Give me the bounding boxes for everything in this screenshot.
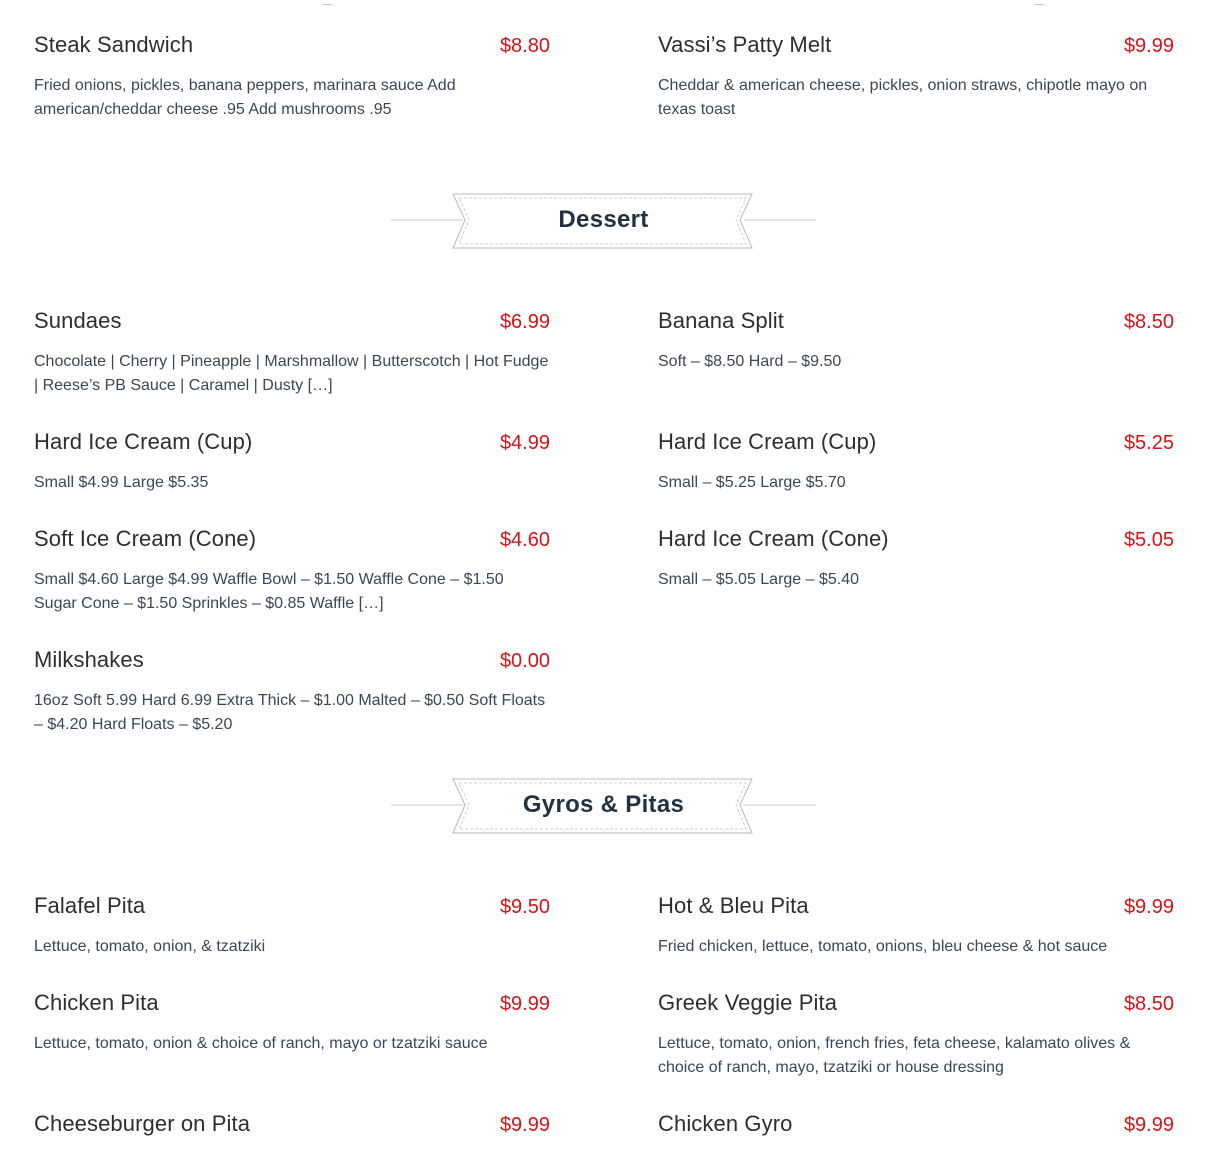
item-name: Milkshakes bbox=[34, 647, 144, 672]
menu-item-hard-ice-cream-cup[interactable] bbox=[658, 429, 1174, 495]
menu-item-steak-sandwich[interactable] bbox=[34, 32, 550, 122]
menu-item-hard-ice-cream-cone[interactable] bbox=[658, 526, 1174, 592]
item-price: $9.99 bbox=[1123, 896, 1174, 918]
item-description: Small – $5.05 Large – $5.40 bbox=[658, 571, 860, 588]
item-price: $8.50 bbox=[1123, 993, 1174, 1015]
item-price: $9.99 bbox=[1123, 1114, 1174, 1136]
menu-item-falafel-pita[interactable] bbox=[34, 893, 550, 959]
item-description: Small $4.60 Large $4.99 Waffle Bowl – $1.50 Waffle Cone – $1.50 Sugar Cone – $1.50 Sprinkles – $0.85 Waffle […] bbox=[34, 571, 504, 612]
item-price: $5.25 bbox=[1123, 432, 1174, 454]
menu-item-chicken-gyro[interactable] bbox=[658, 1111, 1174, 1141]
menu-item-soft-ice-cream-cone[interactable] bbox=[34, 526, 550, 616]
item-name: Hard Ice Cream (Cup) bbox=[34, 429, 253, 454]
item-price: $9.50 bbox=[499, 896, 550, 918]
item-name: Hard Ice Cream (Cone) bbox=[658, 526, 889, 551]
item-name: Hot & Bleu Pita bbox=[658, 893, 809, 918]
item-name: Steak Sandwich bbox=[34, 32, 194, 57]
item-price: $9.99 bbox=[499, 993, 550, 1015]
item-price: $9.99 bbox=[1123, 35, 1174, 57]
menu-item-cheeseburger-on-pita[interactable] bbox=[34, 1111, 550, 1141]
section-title: Dessert bbox=[558, 206, 649, 233]
menu-item-milkshakes[interactable] bbox=[34, 647, 550, 737]
item-name: Chicken Gyro bbox=[658, 1111, 793, 1136]
item-name: Hard Ice Cream (Cup) bbox=[658, 429, 877, 454]
item-price: $4.60 bbox=[499, 529, 550, 551]
previous-section-ornament bbox=[1034, 0, 1044, 5]
item-price: $9.99 bbox=[499, 1114, 550, 1136]
item-name: Chicken Pita bbox=[34, 990, 159, 1015]
section-banner-gyros-pitas bbox=[391, 778, 816, 834]
menu-item-chicken-pita[interactable] bbox=[34, 990, 550, 1056]
item-description: Small $4.99 Large $5.35 bbox=[34, 474, 209, 491]
item-description: Soft – $8.50 Hard – $9.50 bbox=[658, 353, 842, 370]
section-banner-dessert bbox=[391, 193, 816, 249]
item-description: Fried onions, pickles, banana peppers, marinara sauce Add american/cheddar cheese .95 Add mushrooms .95 bbox=[34, 77, 456, 118]
menu-item-banana-split[interactable] bbox=[658, 308, 1174, 374]
item-name: Sundaes bbox=[34, 308, 122, 333]
item-description: Lettuce, tomato, onion, french fries, feta cheese, kalamato olives & choice of ranch, mayo, tzatziki or house dressing bbox=[658, 1035, 1131, 1076]
item-price: $0.00 bbox=[499, 650, 550, 672]
item-price: $8.80 bbox=[499, 35, 550, 57]
item-name: Greek Veggie Pita bbox=[658, 990, 838, 1015]
item-name: Cheeseburger on Pita bbox=[34, 1111, 251, 1136]
item-price: $5.05 bbox=[1123, 529, 1174, 551]
item-description: Cheddar & american cheese, pickles, onion straws, chipotle mayo on texas toast bbox=[658, 77, 1148, 118]
item-description: Chocolate | Cherry | Pineapple | Marshmallow | Butterscotch | Hot Fudge | Reese’s PB Sauce | Caramel | Dusty […] bbox=[34, 353, 549, 394]
previous-section-ornament bbox=[322, 0, 332, 5]
item-name: Vassi’s Patty Melt bbox=[658, 32, 832, 57]
item-name: Banana Split bbox=[658, 308, 784, 333]
menu-item-sundaes[interactable] bbox=[34, 308, 550, 398]
menu-item-patty-melt[interactable] bbox=[658, 32, 1174, 122]
menu-item-hard-ice-cream-cup[interactable] bbox=[34, 429, 550, 495]
item-description: Fried chicken, lettuce, tomato, onions, bleu cheese & hot sauce bbox=[658, 938, 1108, 955]
item-price: $6.99 bbox=[499, 311, 550, 333]
item-name: Falafel Pita bbox=[34, 893, 146, 918]
item-price: $4.99 bbox=[499, 432, 550, 454]
item-description: 16oz Soft 5.99 Hard 6.99 Extra Thick – $1.00 Malted – $0.50 Soft Floats – $4.20 Hard Floats – $5.20 bbox=[34, 692, 546, 733]
item-name: Soft Ice Cream (Cone) bbox=[34, 526, 257, 551]
item-price: $8.50 bbox=[1123, 311, 1174, 333]
item-description: Small – $5.25 Large $5.70 bbox=[658, 474, 846, 491]
section-title: Gyros & Pitas bbox=[522, 791, 685, 818]
menu-item-hot-bleu-pita[interactable] bbox=[658, 893, 1174, 959]
item-description: Lettuce, tomato, onion, & tzatziki bbox=[34, 938, 266, 955]
menu-item-greek-veggie-pita[interactable] bbox=[658, 990, 1174, 1080]
item-description: Lettuce, tomato, onion & choice of ranch, mayo or tzatziki sauce bbox=[34, 1035, 488, 1052]
